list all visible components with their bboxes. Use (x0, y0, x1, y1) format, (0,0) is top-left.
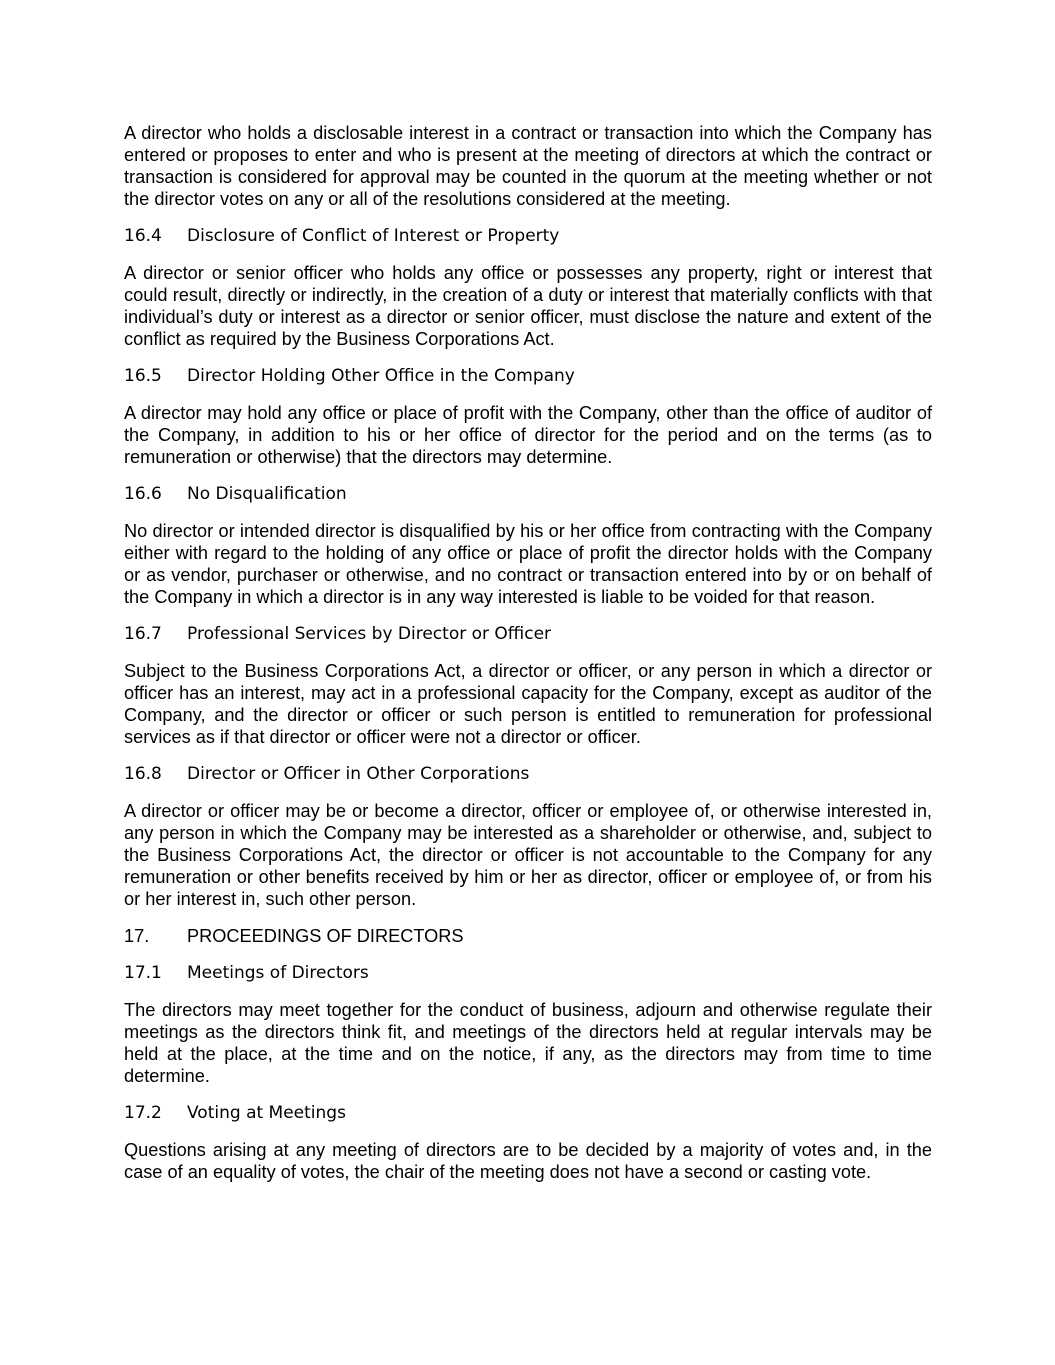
intro-paragraph: A director who holds a disclosable interest in a contract or transaction into which the Company has entered or proposes to enter and who is present at the meeting of directors at which the contract or transaction is considered for approval may be counted in the quorum at the meeting whether or not the director votes on any or all of the resolutions considered at the meeting. (124, 123, 932, 209)
part-title: PROCEEDINGS OF DIRECTORS (187, 926, 464, 946)
section-title: Director or Officer in Other Corporations (187, 764, 530, 784)
section-number: 16.4 (124, 226, 162, 246)
section-number: 16.6 (124, 484, 162, 504)
section-number: 17.2 (124, 1103, 162, 1123)
document-page (124, 122, 932, 1198)
section-body-17-1: The directors may meet together for the conduct of business, adjourn and otherwise regulate their meetings as the directors think fit, and meetings of the directors held at regular intervals may be held at the place, at the time and on the notice, if any, as the directors may from time to time determine. (124, 1000, 932, 1086)
section-heading-16-4 (124, 225, 932, 247)
section-body-16-8: A director or officer may be or become a director, officer or employee of, or otherwise interested in, any person in which the Company may be interested as a shareholder or otherwise, and, subject to the Business Corporations Act, the director or officer is not accountable to the Company for any remuneration or other benefits received by him or her as director, officer or employee of, or from his or her interest in, such other person. (124, 801, 932, 909)
section-title: No Disqualification (187, 484, 347, 504)
section-body-16-6: No director or intended director is disqualified by his or her office from contracting with the Company either with regard to the holding of any office or place of profit the director holds with the Company or as vendor, purchaser or otherwise, and no contract or transaction entered into by or on behalf of the Company in which a director is in any way interested is liable to be voided for that reason. (124, 521, 932, 607)
section-number: 17.1 (124, 963, 162, 983)
section-number: 16.5 (124, 366, 162, 386)
section-title: Meetings of Directors (187, 963, 369, 983)
section-body-16-5: A director may hold any office or place of profit with the Company, other than the office of auditor of the Company, in addition to his or her office of director for the period and on the terms (as to remuneration or otherwise) that the directors may determine. (124, 403, 932, 467)
section-heading-16-5 (124, 365, 932, 387)
section-number: 16.8 (124, 764, 162, 784)
section-number: 16.7 (124, 624, 162, 644)
section-title: Disclosure of Conflict of Interest or Property (187, 226, 560, 246)
section-heading-17-1 (124, 962, 932, 984)
section-body-16-7: Subject to the Business Corporations Act, a director or officer, or any person in which a director or officer has an interest, may act in a professional capacity for the Company, except as auditor of the Company, and the director or officer or such person is entitled to remuneration for professional services as if that director or officer were not a director or officer. (124, 661, 932, 747)
section-title: Director Holding Other Office in the Company (187, 366, 575, 386)
section-heading-16-6 (124, 483, 932, 505)
section-heading-16-7 (124, 623, 932, 645)
section-title: Professional Services by Director or Officer (187, 624, 552, 644)
part-number: 17. (124, 926, 150, 946)
section-body-16-4: A director or senior officer who holds any office or possesses any property, right or interest that could result, directly or indirectly, in the creation of a duty or interest that materially conflicts with that individual’s duty or interest as a director or senior officer, must disclose the nature and extent of the conflict as required by the Business Corporations Act. (124, 263, 932, 349)
part-heading-17 (124, 925, 932, 947)
section-heading-17-2 (124, 1102, 932, 1124)
section-body-17-2: Questions arising at any meeting of directors are to be decided by a majority of votes and, in the case of an equality of votes, the chair of the meeting does not have a second or casting vote. (124, 1140, 932, 1182)
section-heading-16-8 (124, 763, 932, 785)
section-title: Voting at Meetings (187, 1103, 346, 1123)
